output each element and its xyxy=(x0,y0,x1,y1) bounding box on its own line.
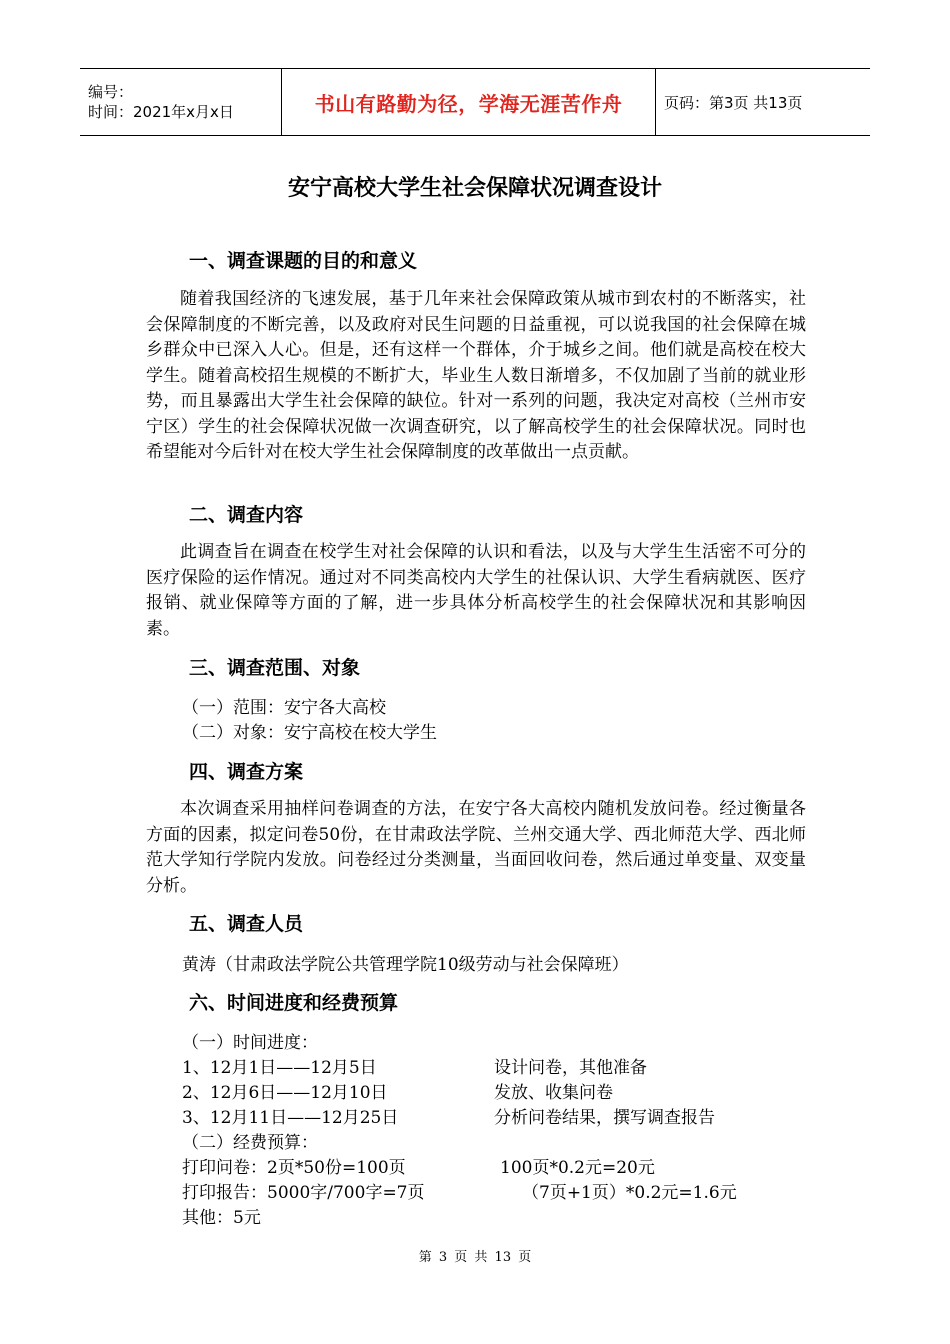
budget-other: 其他：5元 xyxy=(182,1208,261,1228)
budget-label: （二）经费预算： xyxy=(182,1133,318,1153)
budget-item: 打印报告：5000字/700字=7页 xyxy=(182,1183,425,1203)
schedule-task: 设计问卷，其他准备 xyxy=(494,1058,647,1078)
section-heading-2: 二、调查内容 xyxy=(189,504,304,526)
schedule-date: 1、12月1日——12月5日 xyxy=(182,1058,377,1078)
doc-time-label: 时间：2021年x月x日 xyxy=(88,103,234,121)
section-1-paragraph: 随着我国经济的飞速发展，基于几年来社会保障政策从城市到农村的不断落实，社会保障制度的不断完善，以及政府对民生问题的日益重视，可以说我国的社会保障在城乡群众中已深入人心。但是，还有这样一个群体，介于城乡之间。他们就是高校在校大学生。随着高校招生规模的不断扩大，毕业生人数日渐增多，不仅加剧了当前的就业形势，而且暴露出大学生社会保障的缺位。针对一系列的问题，我决定对高校（兰州市安宁区）学生的社会保障状况做一次调查研究，以了解高校学生的社会保障状况。同时也希望能对今后针对在校大学生社会保障制度的改革做出一点贡献。 xyxy=(146,289,806,462)
section-heading-4: 四、调查方案 xyxy=(189,761,304,783)
header-meta xyxy=(80,69,282,135)
section-2-paragraph: 此调查旨在调查在校学生对社会保障的认识和看法，以及与大学生生活密不可分的医疗保险的运作情况。通过对不同类高校内大学生的社保认识、大学生看病就医、医疗报销、就业保障等方面的了解，进一步具体分析高校学生的社会保障状况和其影响因素。 xyxy=(146,542,806,639)
page-number-label: 页码：第3页 共13页 xyxy=(664,93,803,112)
schedule-task: 分析问卷结果，撰写调查报告 xyxy=(494,1108,715,1128)
section-heading-6: 六、时间进度和经费预算 xyxy=(189,992,399,1014)
schedule-date: 3、12月11日——12月25日 xyxy=(182,1108,399,1128)
section-4-paragraph: 本次调查采用抽样问卷调查的方法，在安宁各大高校内随机发放问卷。经过衡量各方面的因素，拟定问卷50份，在甘肃政法学院、兰州交通大学、西北师范大学、西北师范大学知行学院内发放。问卷经过分类测量，当面回收问卷，然后通过单变量、双变量分析。 xyxy=(146,799,806,896)
section-5-personnel: 黄涛（甘肃政法学院公共管理学院10级劳动与社会保障班） xyxy=(182,955,629,975)
budget-cost: （7页+1页）*0.2元=1.6元 xyxy=(522,1183,737,1203)
schedule-label: （一）时间进度： xyxy=(182,1033,318,1053)
header-motto-cell xyxy=(282,69,656,135)
doc-number-label: 编号： xyxy=(88,83,134,101)
section-heading-5: 五、调查人员 xyxy=(189,913,304,935)
schedule-task: 发放、收集问卷 xyxy=(494,1083,613,1103)
section-heading-1: 一、调查课题的目的和意义 xyxy=(189,250,418,272)
section-heading-3: 三、调查范围、对象 xyxy=(189,657,361,679)
page-footer: 第 3 页 共 13 页 xyxy=(418,1250,532,1265)
header-motto: 书山有路勤为径，学海无涯苦作舟 xyxy=(314,91,623,116)
page-header xyxy=(80,68,870,136)
budget-cost: 100页*0.2元=20元 xyxy=(500,1158,655,1178)
schedule-date: 2、12月6日——12月10日 xyxy=(182,1083,388,1103)
budget-item: 打印问卷：2页*50份=100页 xyxy=(182,1158,406,1178)
document-title: 安宁高校大学生社会保障状况调查设计 xyxy=(287,176,662,201)
header-page-number xyxy=(656,69,870,135)
survey-scope: （一）范围：安宁各大高校 xyxy=(182,698,386,718)
survey-object: （二）对象：安宁高校在校大学生 xyxy=(182,723,437,743)
